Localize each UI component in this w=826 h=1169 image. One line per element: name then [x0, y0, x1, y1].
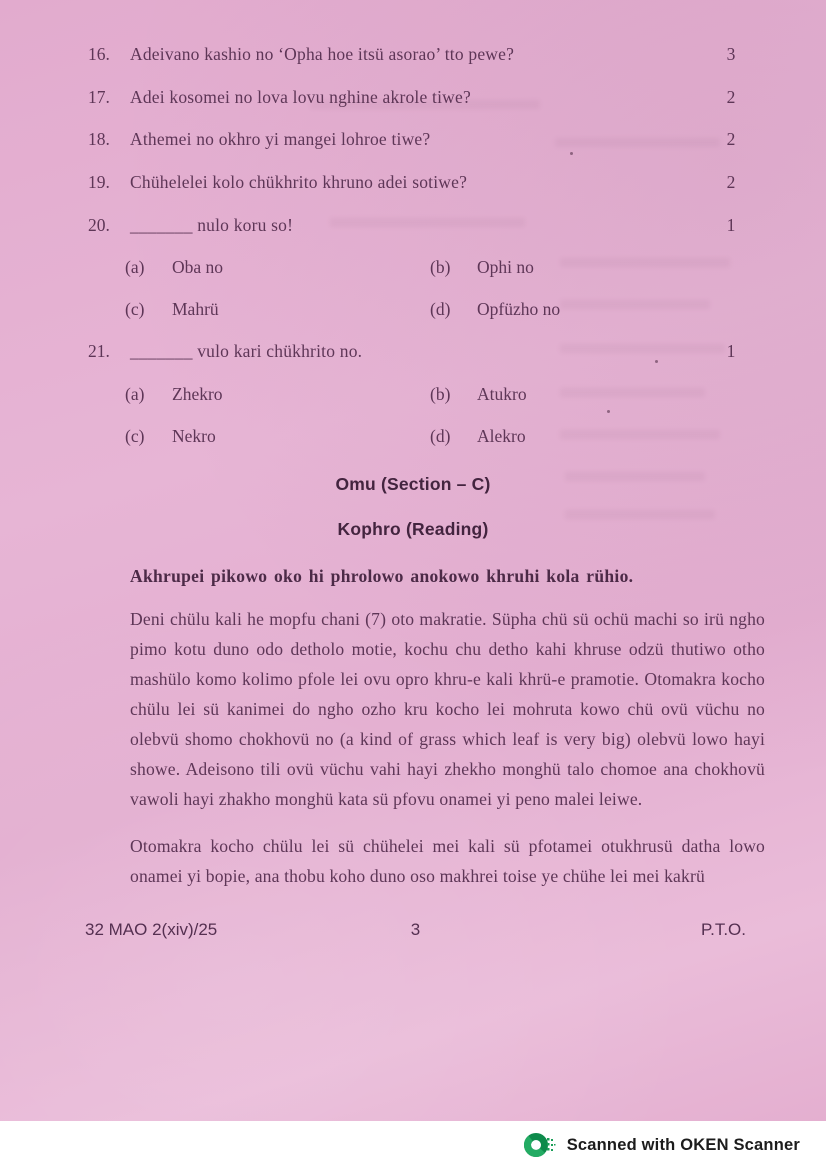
option-b: [430, 257, 534, 277]
option-b: [430, 384, 527, 404]
option-c: [125, 299, 430, 319]
option-a: [125, 257, 430, 277]
bleed-through-artifact: [565, 510, 715, 519]
bleed-through-artifact: [555, 138, 720, 147]
question-marks: 2: [726, 129, 736, 150]
bleed-through-artifact: [560, 388, 705, 397]
option-label: (d): [430, 426, 451, 447]
option-label: (b): [430, 257, 451, 278]
question-number: 17.: [88, 86, 110, 107]
option-label: (a): [125, 384, 145, 404]
question-text: _______ nulo koru so!: [130, 214, 294, 235]
option-label: (c): [125, 299, 145, 320]
option-text: Ophi no: [477, 257, 534, 278]
scan-speck: [655, 360, 658, 363]
option-label: (b): [430, 384, 451, 404]
reading-passage-paragraph-2: Otomakra kocho chülu lei sü chühelei mei kali sü pfotamei otukhrusü datha lowo onamei yi bopie, ana thobu koho duno oso makhrei toise ye chühe lei mei kakrü: [130, 836, 765, 887]
question-number: 19.: [88, 171, 110, 192]
option-label: (a): [125, 257, 145, 278]
question-marks: 2: [726, 171, 736, 192]
option-text: Alekro: [477, 426, 526, 447]
scanner-watermark-label: Scanned with OKEN Scanner: [566, 1135, 800, 1154]
question-row-16: [88, 44, 754, 64]
reading-passage-paragraph-1: Deni chülu kali he mopfu chani (7) oto makratie. Süpha chü sü ochü machi so irü ngho pimo kotu duno odo detholo motie, kochu chu detho kahi khruse odzü thutiwo otho mashülo komo kolimo pfole lei ovu opro khru-e kali khrü-e pramotie. Otomakra kocho chülu lei sü kanimei do ngho ozho kru kocho lei mohruta kowo chü ovü vüchu no olebvü shomo chokhovü no (a kind of grass which leaf is very big) olebvü lowo hayi showe. Adeisono tili ovü vüchu vahi hayi zhekho monghü talo chomoe ana chokhovü vawoli hayi zhakho monghü kata sü pfovu onamei yi peno malei leiwe.: [130, 609, 765, 810]
bleed-through-artifact: [560, 300, 710, 309]
question-marks: 1: [726, 341, 736, 362]
option-text: Opfüzho no: [477, 299, 561, 320]
bleed-through-artifact: [560, 430, 720, 439]
question-marks: 2: [726, 86, 736, 107]
question-marks: 3: [726, 44, 736, 64]
pto-label: P.T.O.: [700, 920, 746, 939]
question-number: 16.: [88, 44, 110, 64]
question-number: 18.: [88, 129, 110, 150]
scan-speck: [607, 410, 610, 413]
option-a: [125, 384, 430, 404]
option-text: Zhekro: [172, 384, 223, 404]
bleed-through-artifact: [560, 258, 730, 267]
option-label: (d): [430, 299, 451, 320]
scan-speck: [570, 152, 573, 155]
bleed-through-artifact: [310, 100, 540, 109]
question-number: 21.: [88, 341, 110, 362]
question-text: Chühelelei kolo chükhrito khruno adei sotiwe?: [130, 171, 468, 192]
section-subheading: Kophro (Reading): [337, 519, 489, 540]
option-text: Nekro: [172, 426, 216, 447]
question-number: 20.: [88, 214, 110, 235]
option-text: Mahrü: [172, 299, 219, 320]
option-label: (c): [125, 426, 145, 447]
page-number: 3: [410, 920, 421, 939]
scanner-watermark-bar: [0, 1121, 826, 1169]
section-heading: Omu (Section – C): [335, 474, 491, 495]
oken-scanner-logo-icon: [524, 1130, 556, 1160]
bleed-through-artifact: [560, 344, 725, 353]
question-text: Adei kosomei no lova lovu nghine akrole tiwe?: [130, 86, 471, 107]
question-text: Adeivano kashio no ‘Opha hoe itsü asorao’ tto pewe?: [130, 44, 515, 64]
option-c: [125, 426, 430, 446]
question-text: Athemei no okhro yi mangei lohroe tiwe?: [130, 129, 431, 150]
reading-instruction: Akhrupei pikowo oko hi phrolowo anokowo khruhi kola rühio.: [130, 566, 634, 587]
option-d: [430, 299, 560, 319]
bleed-through-artifact: [565, 472, 705, 481]
option-d: [430, 426, 526, 446]
option-text: Atukro: [477, 384, 527, 404]
question-row-19: [88, 172, 754, 192]
question-text: _______ vulo kari chükhrito no.: [130, 341, 363, 362]
exam-page-footer: [0, 920, 826, 940]
question-marks: 1: [726, 214, 736, 235]
paper-code: 32 MAO 2(xiv)/25: [85, 920, 218, 939]
bleed-through-artifact: [330, 218, 525, 227]
option-text: Oba no: [172, 257, 224, 278]
